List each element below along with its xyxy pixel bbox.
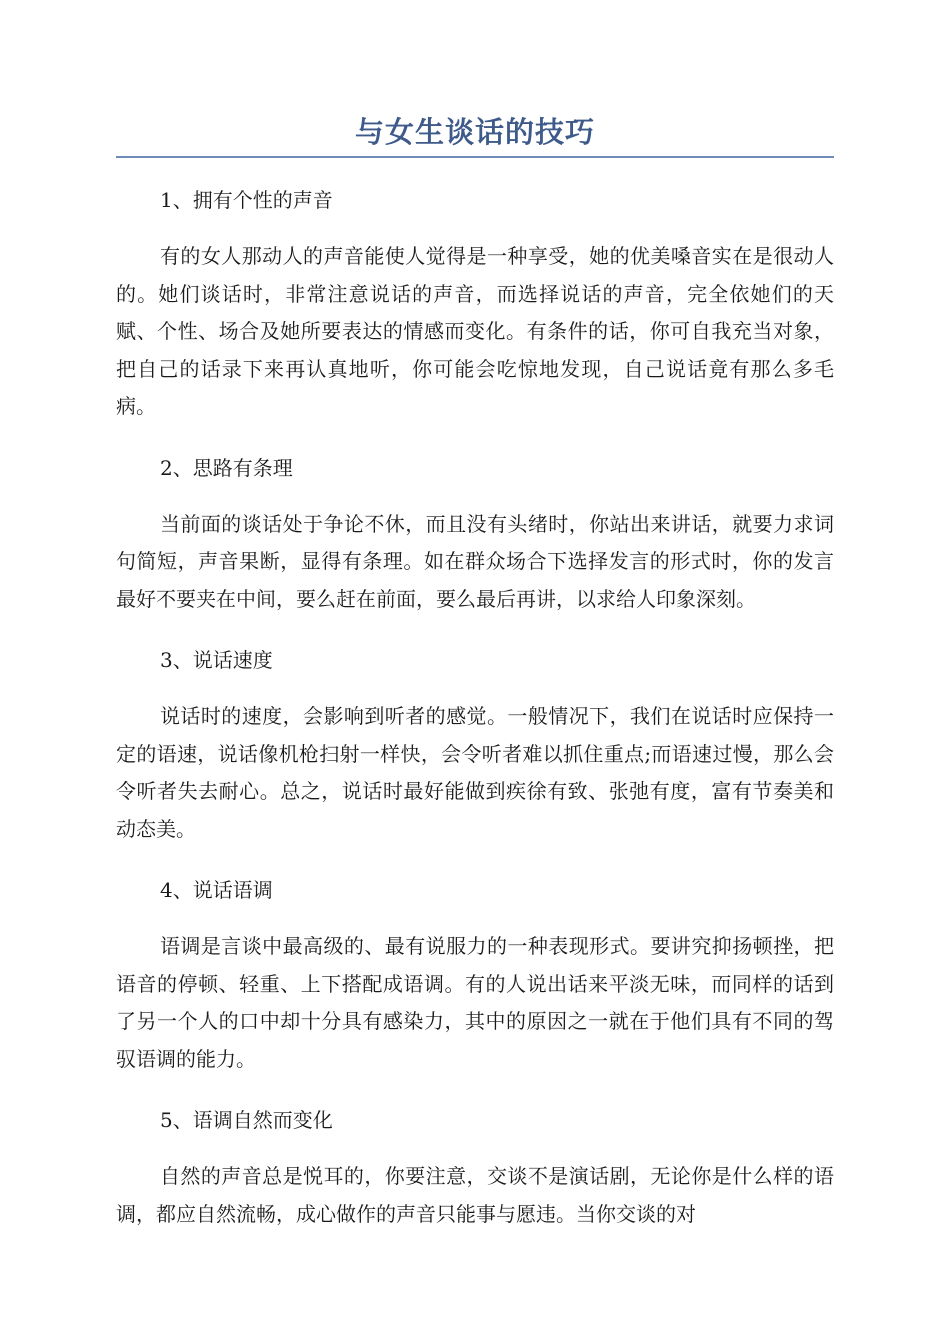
section-paragraph: 当前面的谈话处于争论不休，而且没有头绪时，你站出来讲话，就要力求词句简短，声音果断，显得有条理。如在群众场合下选择发言的形式时，你的发言最好不要夹在中间，要么赶在前面，要么最后再讲，以求给人印象深刻。	[116, 511, 834, 611]
section-heading: 3、说话速度	[160, 648, 273, 672]
section-heading: 1、拥有个性的声音	[160, 188, 333, 212]
document-title: 与女生谈话的技巧	[116, 110, 834, 158]
section-paragraph: 语调是言谈中最高级的、最有说服力的一种表现形式。要讲究抑扬顿挫，把语音的停顿、轻重、上下搭配成语调。有的人说出话来平淡无味，而同样的话到了另一个人的口中却十分具有感染力，其中的原因之一就在于他们具有不同的驾驭语调的能力。	[116, 934, 834, 1071]
section-heading: 5、语调自然而变化	[160, 1108, 333, 1132]
section-heading: 2、思路有条理	[160, 455, 293, 480]
section-heading: 4、说话语调	[160, 878, 273, 902]
section-paragraph: 有的女人那动人的声音能使人觉得是一种享受，她的优美嗓音实在是很动人的。她们谈话时，非常注意说话的声音，而选择说话的声音，完全依她们的天赋、个性、场合及她所要表达的情感而变化。有条件的话，你可自我充当对象，把自己的话录下来再认真地听，你可能会吃惊地发现，自己说话竟有那么多毛病。	[116, 244, 834, 418]
section-3	[116, 642, 834, 848]
section-paragraph: 自然的声音总是悦耳的，你要注意，交谈不是演话剧，无论你是什么样的语调，都应自然流畅，成心做作的声音只能事与愿违。当你交谈的对	[116, 1164, 834, 1226]
section-5	[116, 1102, 834, 1233]
section-4	[116, 872, 834, 1078]
section-1	[116, 182, 834, 426]
document-page	[116, 110, 834, 1233]
section-paragraph: 说话时的速度，会影响到听者的感觉。一般情况下，我们在说话时应保持一定的语速，说话像机枪扫射一样快，会令听者难以抓住重点;而语速过慢，那么会令听者失去耐心。总之，说话时最好能做到疾徐有致、张弛有度，富有节奏美和动态美。	[116, 704, 834, 841]
section-2	[116, 450, 834, 619]
